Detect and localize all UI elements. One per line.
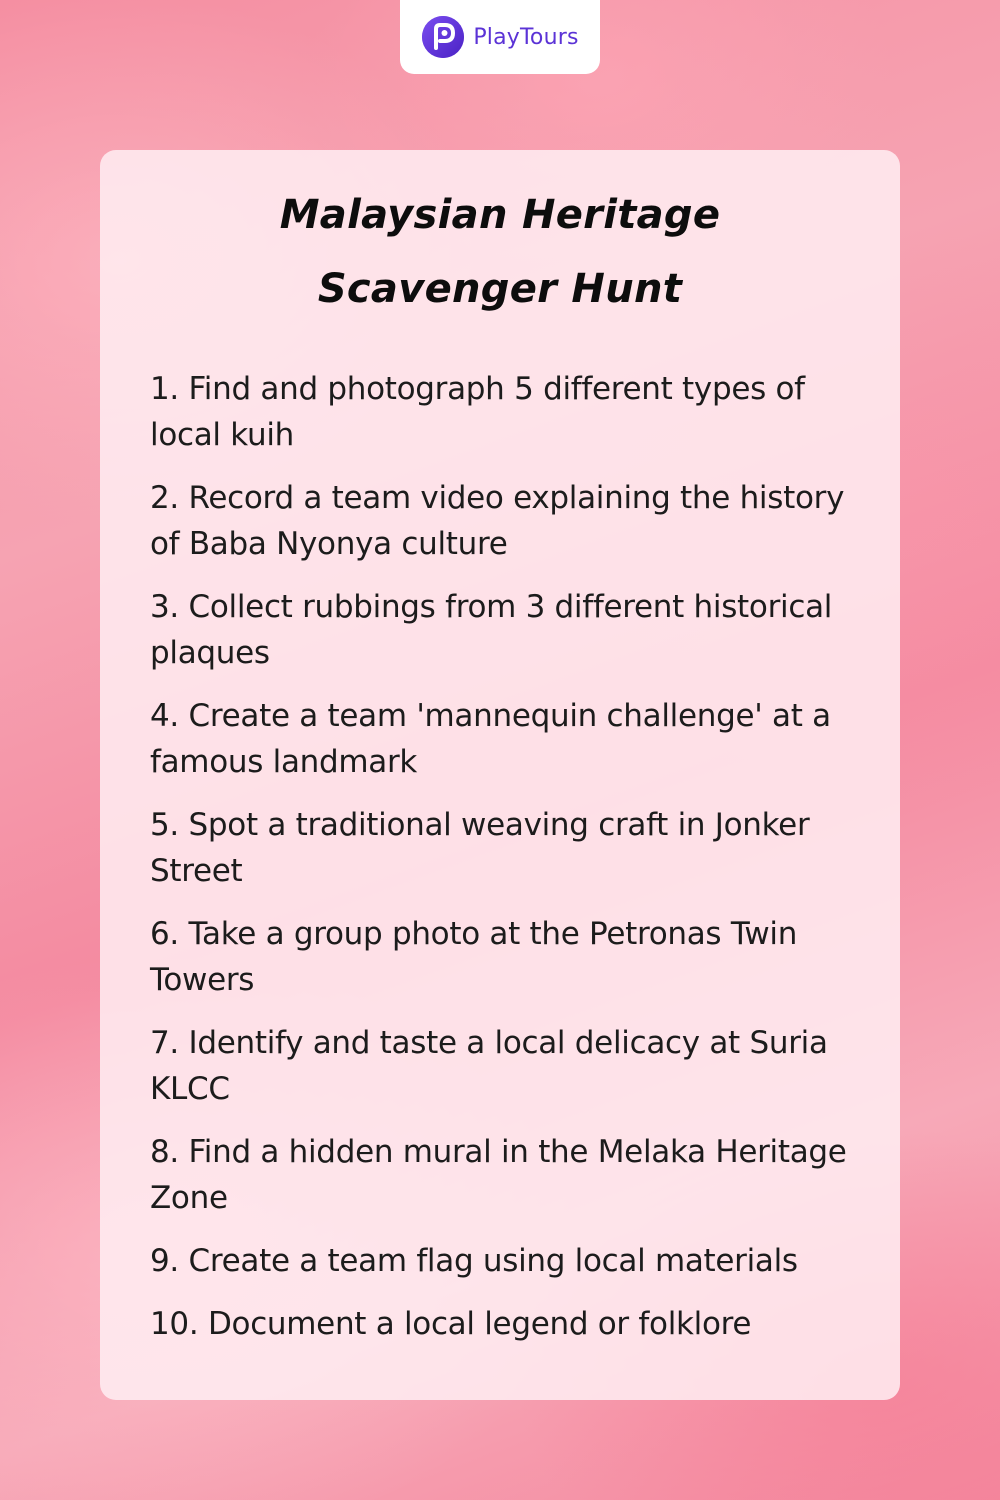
brand-name: PlayTours bbox=[473, 24, 579, 50]
title-line-2: Scavenger Hunt bbox=[317, 266, 683, 312]
list-item: 3. Collect rubbings from 3 different historical plaques bbox=[150, 589, 833, 671]
title-line-1: Malaysian Heritage bbox=[279, 192, 721, 238]
brand-logo bbox=[400, 0, 600, 74]
list-item: 4. Create a team 'mannequin challenge' at a famous landmark bbox=[150, 698, 831, 780]
list-item: 8. Find a hidden mural in the Melaka Heritage Zone bbox=[150, 1134, 847, 1216]
list-item: 1. Find and photograph 5 different types of local kuih bbox=[150, 371, 805, 453]
playtours-logo-icon bbox=[421, 15, 465, 59]
list-item: 6. Take a group photo at the Petronas Twin Towers bbox=[150, 916, 798, 998]
list-item: 9. Create a team flag using local materials bbox=[150, 1243, 798, 1279]
list-item: 5. Spot a traditional weaving craft in Jonker Street bbox=[150, 807, 810, 889]
task-list bbox=[150, 366, 850, 1347]
list-item: 10. Document a local legend or folklore bbox=[150, 1306, 752, 1342]
list-item: 7. Identify and taste a local delicacy at Suria KLCC bbox=[150, 1025, 828, 1107]
scavenger-hunt-card bbox=[100, 150, 900, 1400]
page-title bbox=[150, 178, 850, 326]
list-item: 2. Record a team video explaining the history of Baba Nyonya culture bbox=[150, 480, 845, 562]
